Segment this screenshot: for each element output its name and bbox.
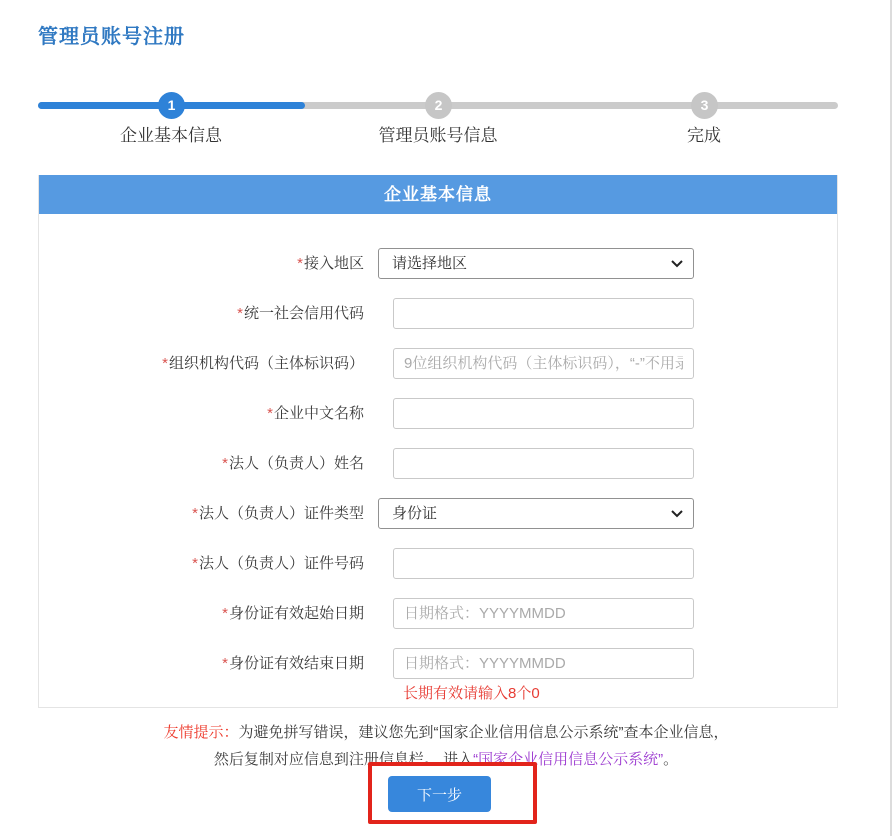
step-3-label: 完成 [687, 126, 721, 145]
form-row-credit-code [39, 298, 839, 329]
chevron-down-icon [671, 510, 683, 518]
legal-person-name-label-text: 法人（负责人）姓名 [228, 455, 364, 472]
page-title: 管理员账号注册 [38, 26, 185, 48]
required-asterisk: * [192, 505, 198, 522]
required-asterisk: * [162, 355, 168, 372]
region-label-text: 接入地区 [303, 255, 364, 272]
form-row-company-name [39, 398, 839, 429]
tip-line-1-text: 为避免拼写错误，建议您先到“国家企业信用信息公示系统”查本企业信息， [238, 724, 729, 741]
region-select-value: 请选择地区 [392, 255, 468, 272]
form-row-id-type [39, 498, 839, 529]
form-panel [38, 175, 838, 708]
tip-line-2-suffix: 。 [663, 751, 679, 768]
org-code-input[interactable] [393, 348, 694, 379]
org-code-label-text: 组织机构代码（主体标识码） [168, 355, 364, 372]
required-asterisk: * [222, 655, 228, 672]
form-row-id-start-date [39, 598, 839, 629]
id-start-date-label-text: 身份证有效起始日期 [228, 605, 364, 622]
id-number-input[interactable] [393, 548, 694, 579]
required-asterisk: * [192, 555, 198, 572]
form-panel-header: 企业基本信息 [39, 175, 837, 214]
company-name-label [39, 398, 364, 429]
step-2-circle: 2 [425, 92, 452, 119]
long-term-validity-note: 长期有效请输入8个0 [403, 685, 540, 702]
id-number-label-text: 法人（负责人）证件号码 [198, 555, 364, 572]
company-name-label-text: 企业中文名称 [273, 405, 364, 422]
id-start-date-input[interactable] [393, 598, 694, 629]
step-1-circle: 1 [158, 92, 185, 119]
chevron-down-icon [671, 260, 683, 268]
tip-line-2-text: 然后复制对应信息到注册信息栏。 进入 [213, 751, 474, 768]
required-asterisk: * [222, 455, 228, 472]
credit-system-link[interactable]: “国家企业信用信息公示系统” [473, 751, 664, 768]
form-row-id-end-date [39, 648, 839, 679]
form-row-legal-person-name [39, 448, 839, 479]
next-step-button[interactable]: 下一步 [388, 776, 491, 812]
form-row-id-number [39, 548, 839, 579]
step-3-circle: 3 [691, 92, 718, 119]
id-type-select-value: 身份证 [392, 505, 438, 522]
id-start-date-label [39, 598, 364, 629]
region-label [39, 248, 364, 279]
credit-code-input[interactable] [393, 298, 694, 329]
step-1-label: 企业基本信息 [120, 126, 222, 145]
id-end-date-label [39, 648, 364, 679]
required-asterisk: * [297, 255, 303, 272]
required-asterisk: * [267, 405, 273, 422]
org-code-label [39, 348, 364, 379]
required-asterisk: * [222, 605, 228, 622]
id-type-label-text: 法人（负责人）证件类型 [198, 505, 364, 522]
id-number-label [39, 548, 364, 579]
tip-prefix: 友情提示： [163, 724, 239, 741]
form-row-org-code [39, 348, 839, 379]
id-end-date-label-text: 身份证有效结束日期 [228, 655, 364, 672]
region-select[interactable] [378, 248, 694, 279]
credit-code-label [39, 298, 364, 329]
id-type-select[interactable] [378, 498, 694, 529]
step-2-label: 管理员账号信息 [378, 126, 498, 145]
credit-code-label-text: 统一社会信用代码 [243, 305, 364, 322]
form-row-region [39, 248, 839, 279]
company-name-input[interactable] [393, 398, 694, 429]
tip-line-1 [0, 719, 892, 746]
id-type-label [39, 498, 364, 529]
id-end-date-input[interactable] [393, 648, 694, 679]
required-asterisk: * [237, 305, 243, 322]
legal-person-name-label [39, 448, 364, 479]
legal-person-name-input[interactable] [393, 448, 694, 479]
